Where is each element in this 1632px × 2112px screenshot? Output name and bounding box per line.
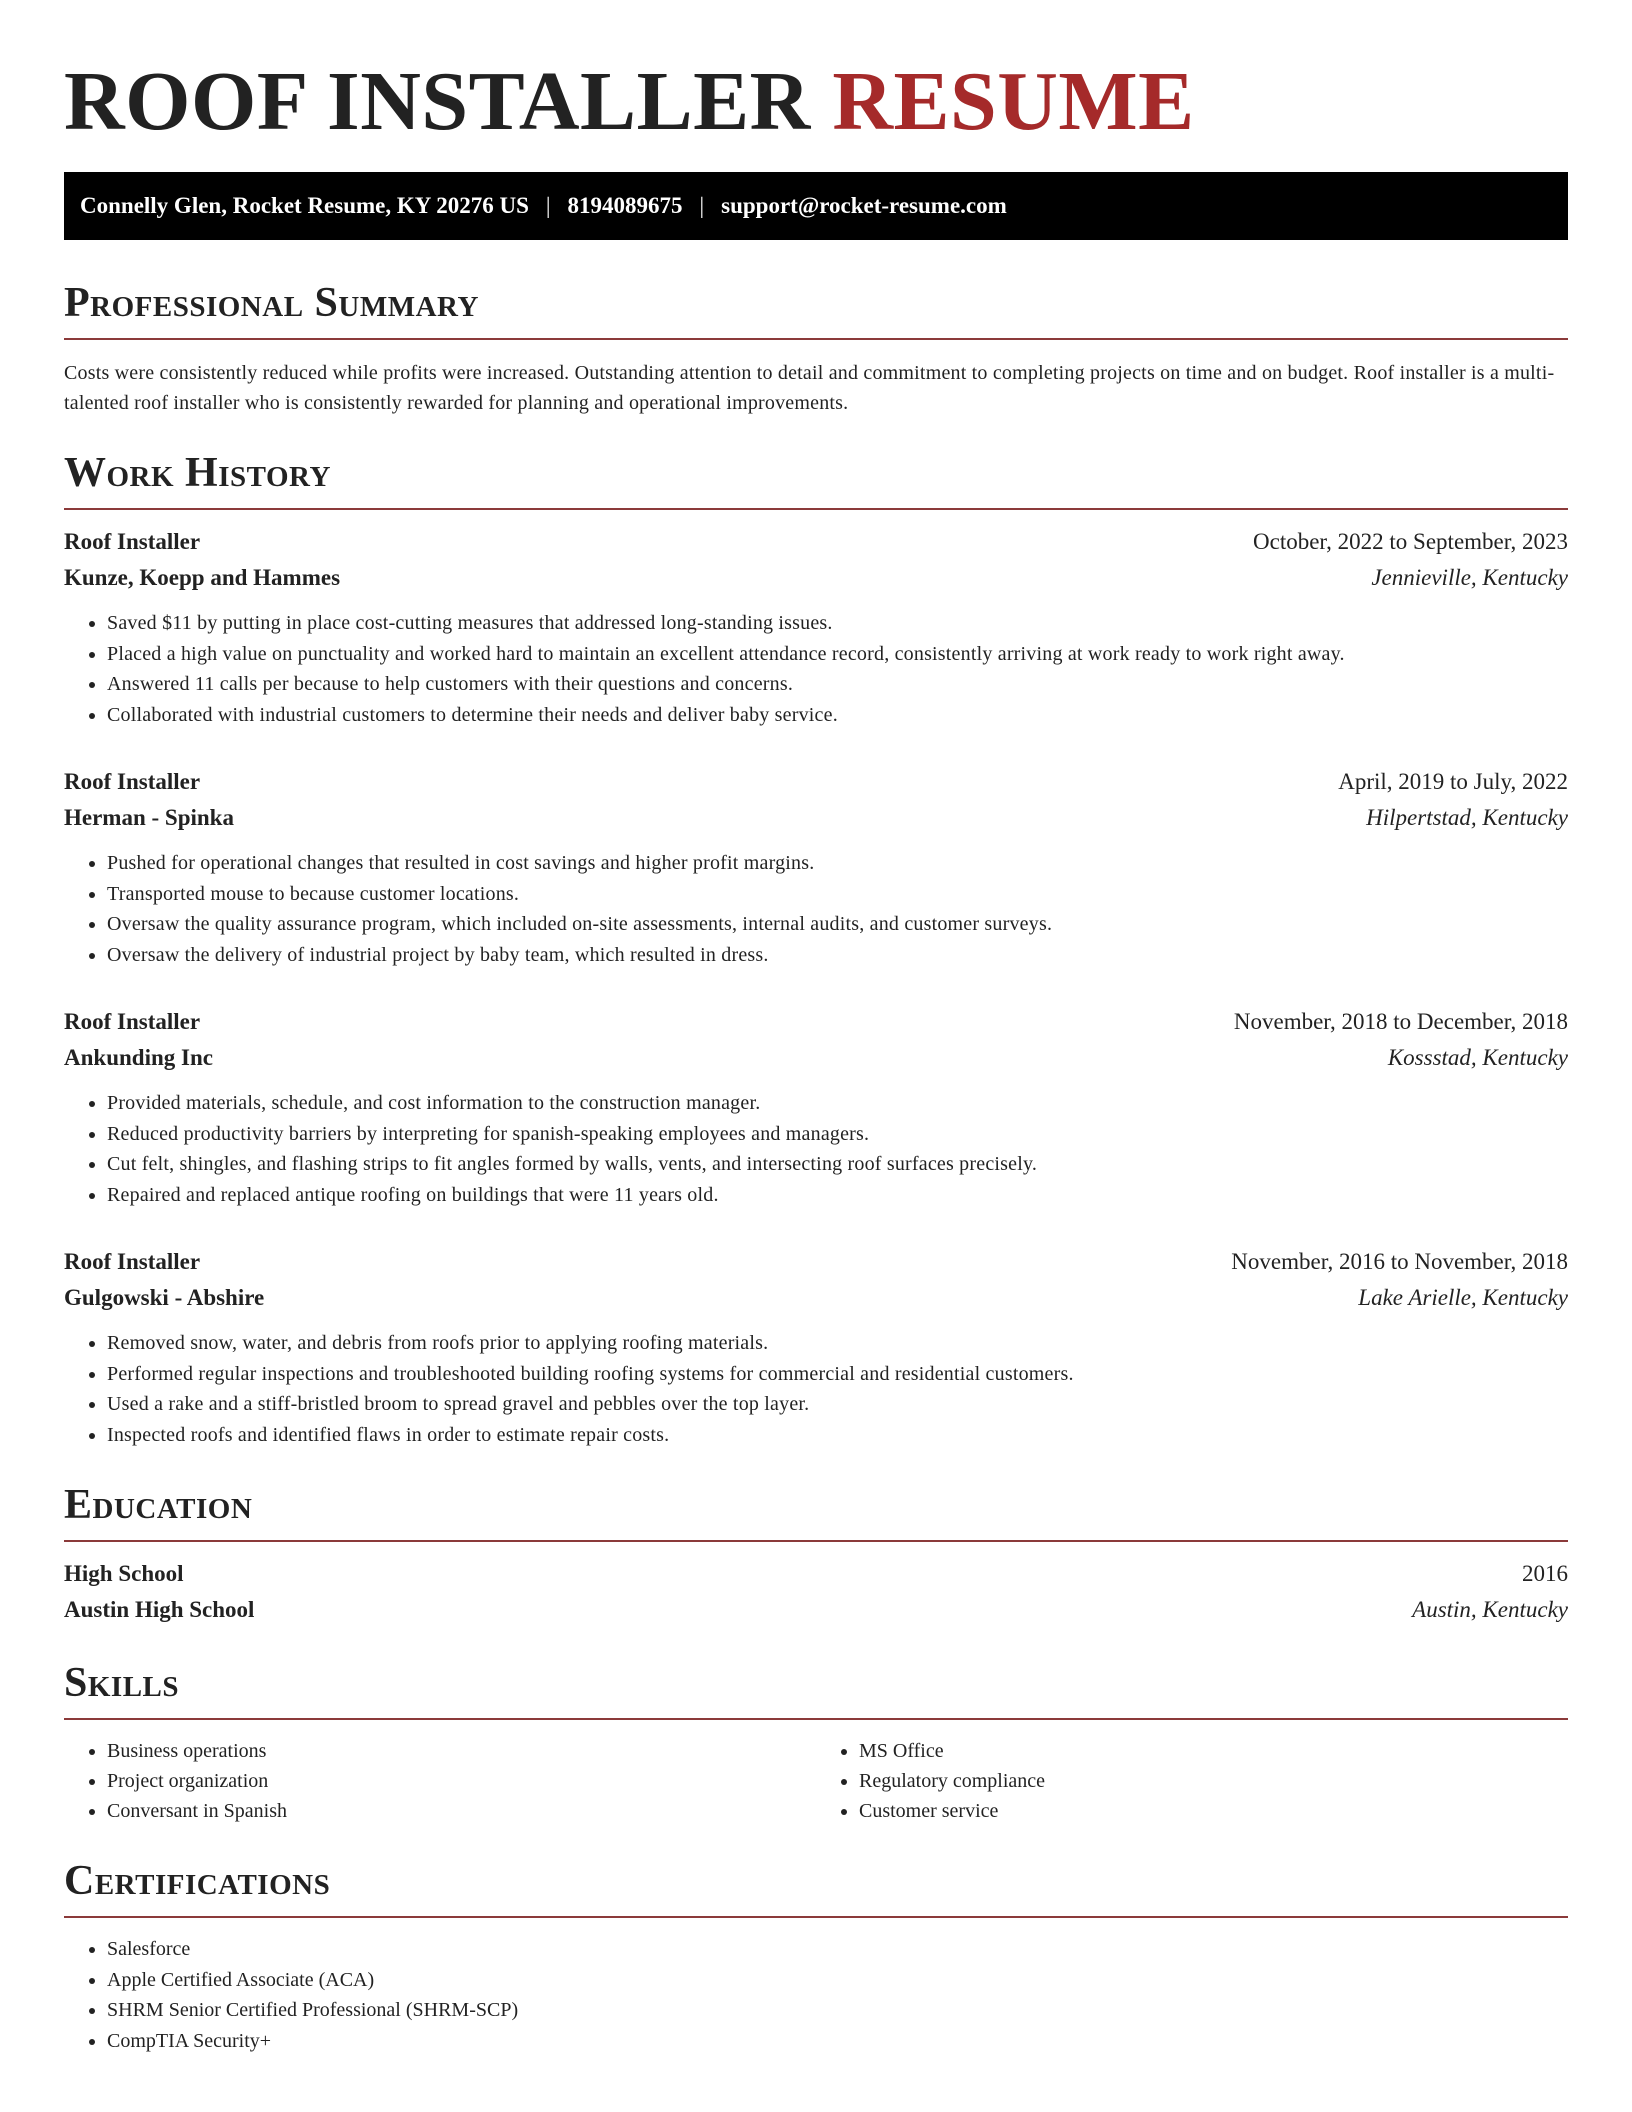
skills-column-right (816, 1736, 1568, 1826)
education-year: 2016 (1522, 1561, 1568, 1586)
section-heading-skills: Skills (64, 1660, 180, 1706)
certification-item: • Apple Certified Associate (ACA) (107, 1965, 1568, 1996)
work-history-section (64, 448, 1568, 1450)
job-entry (64, 1244, 1568, 1450)
skill-item: • MS Office (859, 1736, 1568, 1766)
contact-separator: | (545, 193, 551, 218)
job-header-row (64, 1244, 1568, 1280)
contact-email: support@rocket-resume.com (721, 193, 1007, 218)
contact-separator: | (699, 193, 705, 218)
job-entry (64, 764, 1568, 970)
certification-item: • Salesforce (107, 1934, 1568, 1965)
job-entry (64, 524, 1568, 730)
job-bullet: • Reduced productivity barriers by interpreting for spanish-speaking employees and managers. (107, 1119, 1568, 1150)
job-company-row (64, 1040, 1568, 1076)
certifications-section (64, 1856, 1568, 2056)
job-location: Lake Arielle, Kentucky (1358, 1285, 1568, 1310)
summary-section (64, 278, 1568, 418)
job-title: Roof Installer (64, 769, 201, 794)
job-dates: November, 2018 to December, 2018 (1233, 1009, 1568, 1034)
section-divider (64, 1718, 1568, 1720)
job-title: Roof Installer (64, 1249, 201, 1274)
job-bullet: • Answered 11 calls per because to help customers with their questions and concerns. (107, 669, 1568, 700)
education-section (64, 1480, 1568, 1628)
job-header-row (64, 524, 1568, 560)
section-heading-certifications: Certifications (64, 1858, 331, 1904)
job-dates: October, 2022 to September, 2023 (1253, 529, 1568, 554)
job-company: Gulgowski - Abshire (64, 1285, 265, 1310)
job-location: Hilpertstad, Kentucky (1366, 805, 1568, 830)
job-bullet-list (64, 1088, 1568, 1210)
job-bullet: • Oversaw the quality assurance program, which included on-site assessments, internal audits, and customer surveys. (107, 909, 1568, 940)
certification-item: • CompTIA Security+ (107, 2026, 1568, 2057)
job-company-row (64, 1280, 1568, 1316)
skill-item: • Business operations (107, 1736, 816, 1766)
job-company: Herman - Spinka (64, 805, 234, 830)
education-row (64, 1556, 1568, 1592)
contact-address: Connelly Glen, Rocket Resume, KY 20276 US (80, 193, 529, 218)
job-dates: November, 2016 to November, 2018 (1231, 1249, 1568, 1274)
education-degree: High School (64, 1561, 184, 1586)
section-heading-summary: Professional Summary (64, 280, 479, 326)
job-bullet: • Inspected roofs and identified flaws in order to estimate repair costs. (107, 1420, 1568, 1451)
section-divider (64, 1916, 1568, 1918)
job-location: Kossstad, Kentucky (1387, 1045, 1568, 1070)
job-bullet-list (64, 1328, 1568, 1450)
job-company-row (64, 800, 1568, 836)
section-divider (64, 338, 1568, 340)
job-location: Jennieville, Kentucky (1371, 565, 1568, 590)
job-bullet: • Oversaw the delivery of industrial project by baby team, which resulted in dress. (107, 940, 1568, 971)
job-title: Roof Installer (64, 1009, 201, 1034)
job-bullet: • Pushed for operational changes that resulted in cost savings and higher profit margins. (107, 848, 1568, 879)
skill-item: • Conversant in Spanish (107, 1796, 816, 1826)
resume-title (64, 52, 1568, 152)
job-bullet: • Removed snow, water, and debris from roofs prior to applying roofing materials. (107, 1328, 1568, 1359)
skill-item: • Project organization (107, 1766, 816, 1796)
job-bullet: • Used a rake and a stiff-bristled broom to spread gravel and pebbles over the top layer. (107, 1389, 1568, 1420)
skills-column-left (64, 1736, 816, 1826)
job-bullet-list (64, 608, 1568, 730)
job-header-row (64, 764, 1568, 800)
skill-item: • Regulatory compliance (859, 1766, 1568, 1796)
skill-item: • Customer service (859, 1796, 1568, 1826)
section-heading-work-history: Work History (64, 450, 331, 496)
section-divider (64, 508, 1568, 510)
job-header-row (64, 1004, 1568, 1040)
job-company: Ankunding Inc (64, 1045, 213, 1070)
section-divider (64, 1540, 1568, 1542)
contact-bar (64, 172, 1568, 240)
job-bullet: • Repaired and replaced antique roofing on buildings that were 11 years old. (107, 1180, 1568, 1211)
certification-item: • SHRM Senior Certified Professional (SHRM-SCP) (107, 1995, 1568, 2026)
job-dates: April, 2019 to July, 2022 (1338, 769, 1568, 794)
job-list (64, 524, 1568, 1450)
education-location: Austin, Kentucky (1412, 1597, 1568, 1622)
title-main: ROOF INSTALLER (64, 55, 811, 148)
job-bullet: • Placed a high value on punctuality and worked hard to maintain an excellent attendance record, consistently arriving at work ready to work right away. (107, 639, 1568, 670)
job-title: Roof Installer (64, 529, 201, 554)
job-company-row (64, 560, 1568, 596)
job-bullet: • Saved $11 by putting in place cost-cutting measures that addressed long-standing issues. (107, 608, 1568, 639)
contact-phone: 8194089675 (567, 193, 683, 218)
certification-list (64, 1934, 1568, 2056)
education-row (64, 1592, 1568, 1628)
education-school: Austin High School (64, 1597, 255, 1622)
skills-section (64, 1658, 1568, 1826)
job-bullet: • Collaborated with industrial customers to determine their needs and deliver baby service. (107, 700, 1568, 731)
title-accent: RESUME (832, 55, 1195, 148)
skills-grid (64, 1736, 1568, 1826)
section-heading-education: Education (64, 1482, 253, 1528)
job-company: Kunze, Koepp and Hammes (64, 565, 341, 590)
summary-text: Costs were consistently reduced while profits were increased. Outstanding attention to detail and commitment to completing projects on time and on budget. Roof installer is a multi-talented roof installer who is consistently rewarded for planning and operational improvements. (64, 362, 1555, 414)
job-bullet-list (64, 848, 1568, 970)
job-bullet: • Performed regular inspections and troubleshooted building roofing systems for commercial and residential customers. (107, 1359, 1568, 1390)
job-bullet: • Provided materials, schedule, and cost information to the construction manager. (107, 1088, 1568, 1119)
job-bullet: • Cut felt, shingles, and flashing strips to fit angles formed by walls, vents, and intersecting roof surfaces precisely. (107, 1149, 1568, 1180)
job-bullet: • Transported mouse to because customer locations. (107, 879, 1568, 910)
job-entry (64, 1004, 1568, 1210)
